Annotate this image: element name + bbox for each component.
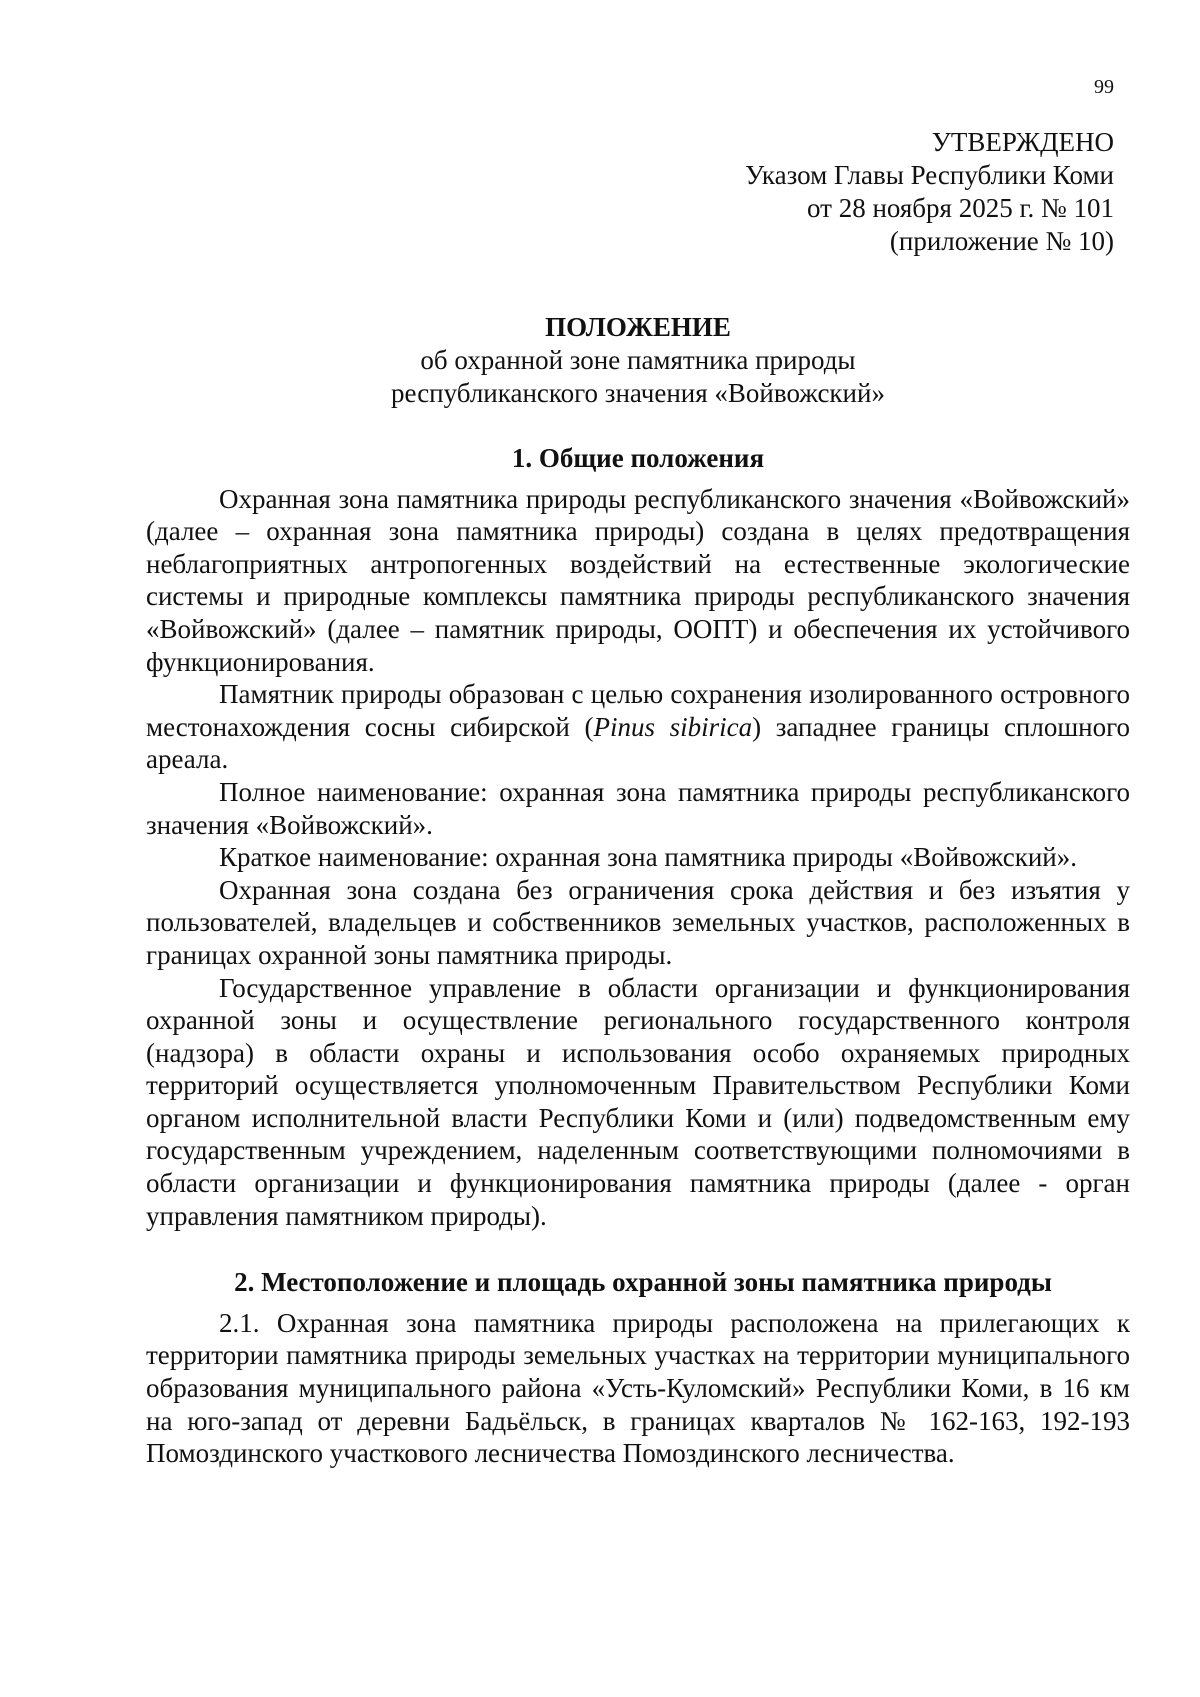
paragraph-short-name: Краткое наименование: охранная зона памятника природы «Войвожский». <box>219 842 1077 873</box>
document-subtitle-line-2: республиканского значения «Войвожский» <box>391 378 885 408</box>
species-latin-name: Pinus sibirica <box>593 711 753 742</box>
paragraph-formation-text-end: ) западнее границы сплошного ареала. <box>146 711 1130 775</box>
paragraph-management: Государственное управление в области организации и функционирования охранной зоны и осуществление регионального государственного контроля (надзора) в области охраны и использования особо охраняемых природных территорий осуществляется уполномоченным Правительством Республики Коми органом исполнительной власти Республики Коми и (или) подведомственным ему государственным учреждением, наделенным соответствующими полномочиями в области организации и функционирования памятника природы (далее - орган управления памятником природы). <box>146 972 1130 1231</box>
approval-line-approved: УТВЕРЖДЕНО <box>931 127 1114 157</box>
approval-line-appendix: (приложение № 10) <box>889 226 1114 256</box>
document-body <box>146 311 1130 1470</box>
paragraph-full-name: Полное наименование: охранная зона памятника природы республиканского значения «Войвожский». <box>146 776 1130 840</box>
page-number: 99 <box>1094 76 1114 98</box>
paragraph-formation-text-start: Памятник природы образован с целью сохранения изолированного островного местонахождения сосны сибирской ( <box>146 679 1130 742</box>
document-subtitle-line-1: об охранной зоне памятника природы <box>420 345 856 375</box>
approval-line-date: от 28 ноября 2025 г. № 101 <box>807 193 1114 223</box>
section-heading-general: 1. Общие положения <box>511 443 765 473</box>
approval-stamp <box>745 126 1114 258</box>
paragraph-location: 2.1. Охранная зона памятника природы расположена на прилегающих к территории памятника природы земельных участках на территории муниципального образования муниципального района «Усть-Куломский» Республики Коми, в 16 км на юго-запад от деревни Бадьёльск, в границах кварталов № 162-163, 192-193 Помоздинского участкового лесничества Помоздинского лесничества. <box>146 1307 1130 1469</box>
paragraph-purpose: Охранная зона памятника природы республиканского значения «Войвожский» (далее – охранная зона памятника природы) создана в целях предотвращения неблагоприятных антропогенных воздействий на естественные экологические системы и природные комплексы памятника природы республиканского значения «Войвожский» (далее – памятник природы, ООПТ) и обеспечения их устойчивого функционирования. <box>146 483 1130 677</box>
document-title: ПОЛОЖЕНИЕ <box>545 312 731 342</box>
section-heading-location: 2. Местоположение и площадь охранной зоны памятника природы <box>234 1267 1052 1298</box>
paragraph-formation <box>146 678 1130 776</box>
approval-line-decree: Указом Главы Республики Коми <box>745 160 1114 190</box>
paragraph-duration: Охранная зона создана без ограничения срока действия и без изъятия у пользователей, владельцев и собственников земельных участков, расположенных в границах охранной зоны памятника природы. <box>146 874 1130 970</box>
